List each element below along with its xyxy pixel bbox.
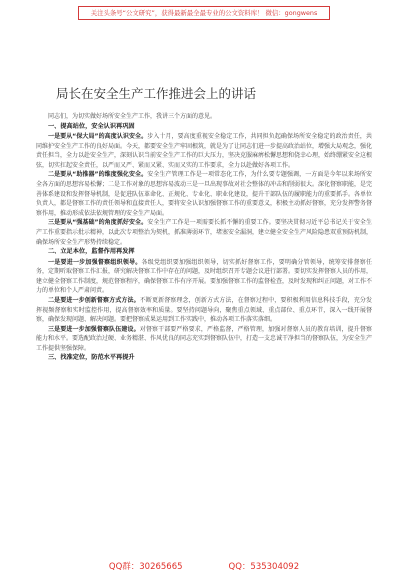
paragraph-lead: 一是要进一步加强督察组织领导。 <box>48 258 142 266</box>
paragraph-body: 步入十月，要高度重视安全稳定工作，共同担负起确保场所安全稳定的政治责任，共同维护安全生产工作的良好局面。今天，都要安全生产牢固根筑，就是为了让同志们进一步提高政治站位，增强大局观念，强化责任担当，全力以赴安全生产，深刻认识当前安全生产工作的巨大压力，坚决克服麻痹松懈思想和侥幸心理，始终绷紧安全这根弦，切实扛起安全责任，以严而又严、紧而又紧、实而又实的工作要求，全力以赴做好各项工作。 <box>36 133 373 169</box>
paragraph <box>36 132 372 170</box>
paragraph-lead: 三是要从“强基础”的角度抓好安全。 <box>48 219 148 227</box>
paragraph <box>36 218 372 247</box>
footer-qq-group: QQ群：30265665 <box>108 562 183 572</box>
paragraph-lead: 二是要从“助推器”的维度强化安全。 <box>48 171 148 179</box>
paragraph <box>36 258 372 296</box>
paragraph <box>36 170 372 218</box>
footer-contact <box>0 560 408 574</box>
paragraph-body: 各级党组织要加强组织领导，切实抓好督察工作，要明确分管领导，统筹安排督察任务，定期听取督察工作汇报，研究解决督察工作中存在的问题，及时组织召开专题会议进行部署。要切实发挥督察人员的作用，建立健全督察工作制度，规范督察程序，确保督察工作有序开展。要加强督察工作的监督检查，及时发现和纠正问题，对工作不力的单位和个人严肃问责。 <box>36 258 373 295</box>
paragraph-lead: 三是要进一步加强督察队伍建设。 <box>48 325 140 333</box>
footer-qq: QQ：535304092 <box>228 562 300 572</box>
top-banner: 关注头条号“公文研究”，获得最新最全最专业的公文资料库！ 微信：gongwens <box>78 6 330 20</box>
paragraph-lead: 一是要从“保大局”的高度认识安全。 <box>48 133 148 140</box>
paragraph <box>36 296 372 325</box>
section-heading: 三、找准定位，防范水平再提升 <box>48 354 135 362</box>
paragraph <box>36 325 372 354</box>
greeting-paragraph: 同志们，为切实做好场所安全生产工作，我讲三个方面的意见。 <box>48 113 217 120</box>
paragraph-body: 安全生产管理工作是一项常态化工作，为什么要专题强调，一方面是今年以来场所安全各方面的思想容易松懈；二是工作对象的思想容易波动三是一旦出现事故对社会整体的冲击和削弱很大。深化督察职能，是完善体系建设和发挥督导机制，是促进队伍革命化、正规化、专业化、职业化建设，提升干部队伍的履职能力的重要抓手。各单位负责人，都是督察工作的责任领导和直接责任人，要将安全认识加强督察工作的重要意义，积极主动抓好督察，充分发挥警务督察作用，推动形成依法依规管理的安全生产局面。 <box>36 171 373 217</box>
section-heading: 二、立足本位，监督作用再发挥 <box>48 248 135 256</box>
paragraph-body: 安全生产工作是一项需要长抓不懈的重要工作。要坚决贯彻习近平总书记关于安全生产工作重要指示批示精神，以此次专项整治为契机，抓准薄弱环节，堵塞安全漏洞，建立健全安全生产风险隐患双重预防机制，确保场所安全生产形势持续稳定。 <box>36 219 373 246</box>
section-heading: 一、提高站位，安全认识再巩固 <box>48 122 135 130</box>
paragraph-body: 对督察干部要严格要求，严格监督，严格管理，加强对督察人员的教育培训，提升督察能力和水平。要选配政治过硬、业务精湛、作风优良的同志充实到督察队伍中，打造一支忠诚干净担当的督察队伍，为安全生产工作提供坚强保障。 <box>36 325 373 352</box>
document-title: 局长在安全生产工作推进会上的讲话 <box>56 86 257 101</box>
document-body <box>36 86 372 364</box>
paragraph-body: 不断更新督察理念，创新方式方法，在督察过程中，要积极利用信息科技手段，充分发挥视频督察和实时监控作用，提高督察效率和质量。要坚持问题导向，聚焦重点领域、重点部位、重点环节，深入一线开展督察，确保发现问题、解决问题。要把督察成果运用到工作实践中，推动各项工作落实落细。 <box>36 296 372 324</box>
paragraph-lead: 二是要进一步创新督察方式方法。 <box>48 296 140 304</box>
